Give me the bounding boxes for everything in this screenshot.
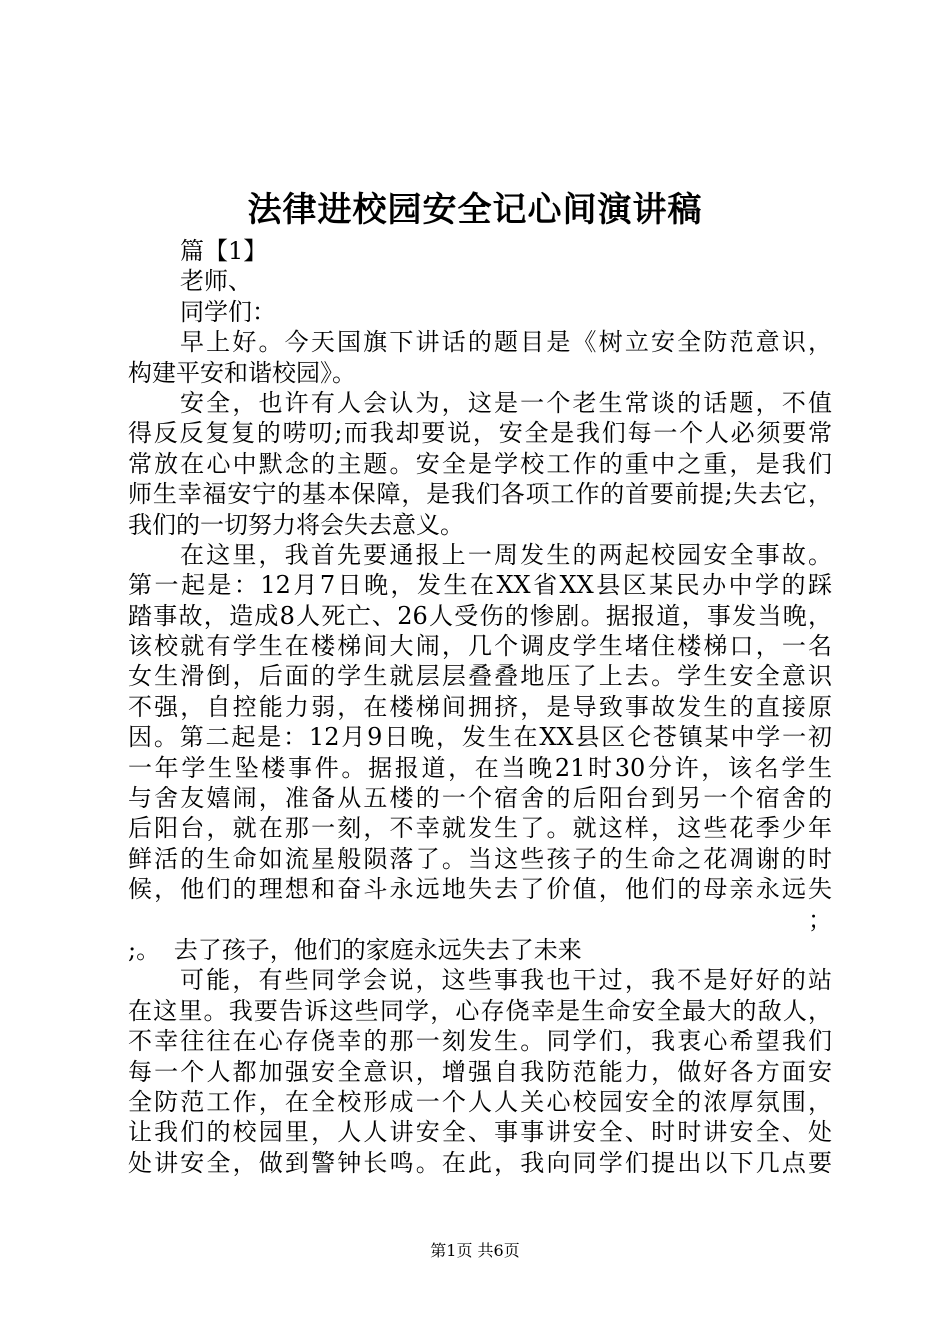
paragraph-line: 一年学生坠楼事件。据报道，在当晚21时30分许，该名学生 bbox=[128, 753, 832, 782]
paragraph-line: 在这里，我首先要通报上一周发生的两起校园安全事故。 bbox=[180, 540, 832, 569]
salutation-line: 老师、 bbox=[180, 267, 252, 296]
page-footer: 第1页 共6页 bbox=[430, 1241, 520, 1260]
paragraph-line: 女生滑倒，后面的学生就层层叠叠地压了上去。学生安全意识 bbox=[128, 662, 832, 691]
salutation-line: 同学们： bbox=[180, 297, 276, 326]
paragraph-line: 每一个人都加强安全意识，增强自我防范能力，做好各方面安 bbox=[128, 1057, 832, 1086]
paragraph-text: 去了孩子，他们的家庭永远失去了未来 bbox=[173, 936, 582, 964]
paragraph-line: 后阳台，就在那一刻，不幸就发生了。就这样，这些花季少年 bbox=[128, 814, 832, 843]
paragraph-line: 早上好。今天国旗下讲话的题目是《树立安全防范意识， bbox=[180, 328, 832, 357]
paragraph-line: 因。第二起是：12月9日晚，发生在XX县区仑苍镇某中学一初 bbox=[128, 723, 832, 752]
paragraph-line: 在这里。我要告诉这些同学，心存侥幸是生命安全最大的敌人， bbox=[128, 996, 832, 1025]
paragraph-line: 该校就有学生在楼梯间大闹，几个调皮学生堵住楼梯口，一名 bbox=[128, 632, 832, 661]
paragraph-line: 得反反复复的唠叨;而我却要说，安全是我们每一个人必须要常 bbox=[128, 419, 832, 448]
paragraph-line: 让我们的校园里，人人讲安全、事事讲安全、时时讲安全、处 bbox=[128, 1118, 832, 1147]
paragraph-line: ;。 bbox=[128, 935, 161, 964]
section-heading: 篇【1】 bbox=[180, 237, 268, 265]
paragraph-line: 不强，自控能力弱，在楼梯间拥挤，是导致事故发生的直接原 bbox=[128, 692, 832, 721]
document-title: 法律进校园安全记心间演讲稿 bbox=[247, 190, 703, 230]
document-body bbox=[128, 236, 832, 1178]
paragraph-line bbox=[128, 905, 832, 964]
paragraph-line: 常放在心中默念的主题。安全是学校工作的重中之重，是我们 bbox=[128, 449, 832, 478]
paragraph-line: 候，他们的理想和奋斗永远地失去了价值，他们的母亲永远失 bbox=[128, 875, 832, 904]
paragraph-line: 可能，有些同学会说，这些事我也干过，我不是好好的站 bbox=[180, 966, 832, 995]
paragraph-line: 踏事故，造成8人死亡、26人受伤的惨剧。据报道，事发当晚， bbox=[128, 601, 832, 630]
paragraph-line: 师生幸福安宁的基本保障，是我们各项工作的首要前提;失去它， bbox=[128, 480, 832, 509]
paragraph-line: 全防范工作，在全校形成一个人人关心校园安全的浓厚氛围， bbox=[128, 1087, 832, 1116]
paragraph-line: 不幸往往在心存侥幸的那一刻发生。同学们，我衷心希望我们 bbox=[128, 1027, 832, 1056]
paragraph-line: 第一起是：12月7日晚，发生在XX省XX县区某民办中学的踩 bbox=[128, 571, 832, 600]
trailing-punctuation: ； bbox=[808, 905, 832, 934]
paragraph-line: 处讲安全，做到警钟长鸣。在此，我向同学们提出以下几点要 bbox=[128, 1148, 832, 1177]
paragraph-line: 鲜活的生命如流星般陨落了。当这些孩子的生命之花凋谢的时 bbox=[128, 844, 832, 873]
paragraph-line: 安全，也许有人会认为，这是一个老生常谈的话题，不值 bbox=[180, 388, 832, 417]
paragraph-line: 我们的一切努力将会失去意义。 bbox=[128, 510, 464, 539]
paragraph-line: 构建平安和谐校园》。 bbox=[128, 358, 356, 387]
paragraph-line: 与舍友嬉闹，准备从五楼的一个宿舍的后阳台到另一个宿舍的 bbox=[128, 784, 832, 813]
